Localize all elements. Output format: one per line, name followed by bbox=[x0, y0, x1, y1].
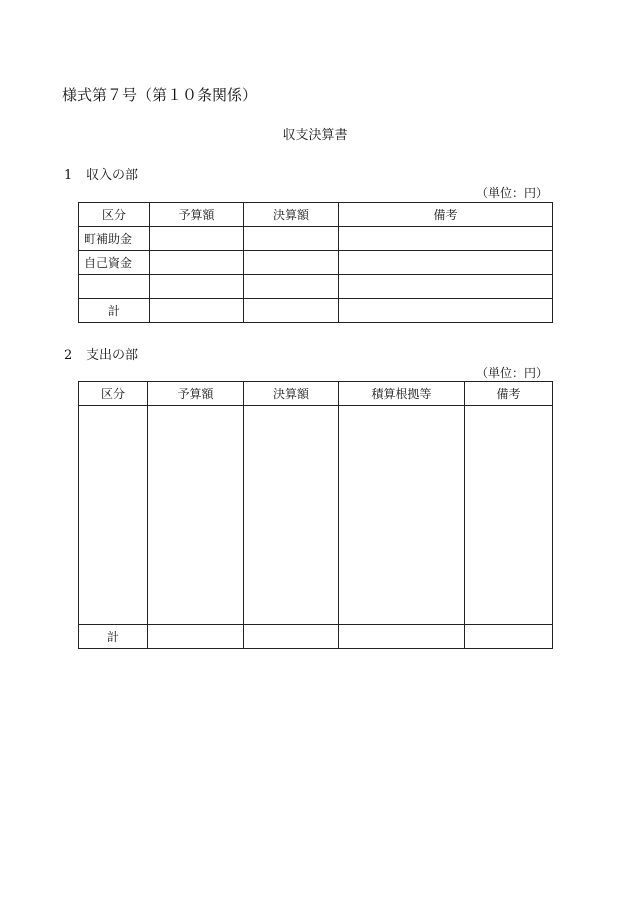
income-header-budget: 予算額 bbox=[150, 203, 244, 227]
expense-body-row bbox=[79, 406, 553, 625]
expense-total-basis-cell[interactable] bbox=[339, 625, 465, 649]
expense-section-heading bbox=[64, 344, 138, 363]
expense-basis-cell[interactable] bbox=[339, 406, 465, 625]
expense-section-number: 2 bbox=[64, 348, 73, 363]
expense-section-label: 支出の部 bbox=[86, 348, 139, 363]
income-total-budget-cell[interactable] bbox=[150, 299, 244, 323]
income-row bbox=[79, 275, 553, 299]
income-row-budget-cell[interactable] bbox=[150, 227, 244, 251]
expense-total-label: 計 bbox=[79, 625, 148, 649]
income-row-budget-cell[interactable] bbox=[150, 251, 244, 275]
income-section-number: 1 bbox=[64, 168, 73, 183]
expense-total-remarks-cell[interactable] bbox=[465, 625, 553, 649]
income-unit-label: （単位：円） bbox=[475, 186, 548, 200]
income-row-settlement-cell[interactable] bbox=[244, 275, 339, 299]
expense-header-category: 区分 bbox=[79, 382, 148, 406]
expense-table bbox=[78, 381, 553, 649]
income-header-row bbox=[79, 203, 553, 227]
expense-header-settlement: 決算額 bbox=[244, 382, 339, 406]
income-row-category[interactable] bbox=[79, 275, 150, 299]
income-row-budget-cell[interactable] bbox=[150, 275, 244, 299]
income-row-category: 町補助金 bbox=[79, 227, 150, 251]
expense-total-row bbox=[79, 625, 553, 649]
income-total-row bbox=[79, 299, 553, 323]
expense-header-budget: 予算額 bbox=[148, 382, 244, 406]
income-row-remarks-cell[interactable] bbox=[339, 251, 553, 275]
income-row-remarks-cell[interactable] bbox=[339, 275, 553, 299]
expense-settlement-cell[interactable] bbox=[244, 406, 339, 625]
income-row-settlement-cell[interactable] bbox=[244, 227, 339, 251]
income-row bbox=[79, 227, 553, 251]
expense-header-row bbox=[79, 382, 553, 406]
income-total-settlement-cell[interactable] bbox=[244, 299, 339, 323]
expense-total-settlement-cell[interactable] bbox=[244, 625, 339, 649]
income-header-remarks: 備考 bbox=[339, 203, 553, 227]
income-header-settlement: 決算額 bbox=[244, 203, 339, 227]
expense-remarks-cell[interactable] bbox=[465, 406, 553, 625]
income-section-heading bbox=[64, 164, 138, 183]
expense-header-basis: 積算根拠等 bbox=[339, 382, 465, 406]
expense-budget-cell[interactable] bbox=[148, 406, 244, 625]
income-row-remarks-cell[interactable] bbox=[339, 227, 553, 251]
expense-unit-label: （単位：円） bbox=[475, 366, 548, 380]
income-total-remarks-cell[interactable] bbox=[339, 299, 553, 323]
income-total-label: 計 bbox=[79, 299, 150, 323]
income-header-category: 区分 bbox=[79, 203, 150, 227]
expense-header-remarks: 備考 bbox=[465, 382, 553, 406]
document-title: 収支決算書 bbox=[282, 128, 348, 143]
income-row-settlement-cell[interactable] bbox=[244, 251, 339, 275]
income-row bbox=[79, 251, 553, 275]
income-row-category: 自己資金 bbox=[79, 251, 150, 275]
form-number: 様式第７号（第１０条関係） bbox=[62, 86, 258, 104]
income-table bbox=[78, 202, 553, 323]
expense-category-cell[interactable] bbox=[79, 406, 148, 625]
expense-total-budget-cell[interactable] bbox=[148, 625, 244, 649]
income-section-label: 収入の部 bbox=[86, 168, 139, 183]
